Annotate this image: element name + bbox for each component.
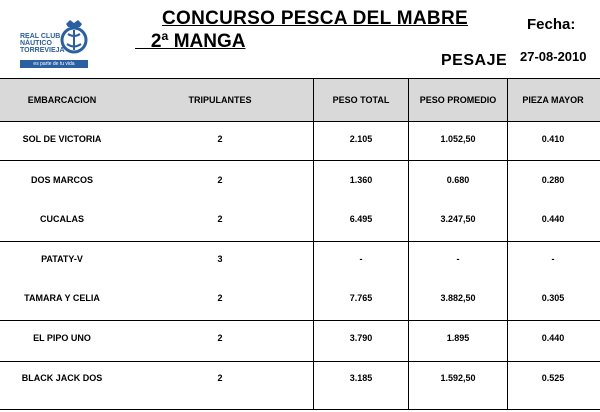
club-name bbox=[20, 33, 65, 54]
table-row bbox=[0, 134, 600, 148]
cell-largest-piece: 0.440 bbox=[541, 333, 565, 343]
cell-crew: 3 bbox=[217, 254, 223, 264]
date-label: Fecha: bbox=[527, 16, 576, 33]
cell-crew: 2 bbox=[217, 214, 223, 224]
cell-average-weight: - bbox=[456, 254, 460, 264]
column-divider bbox=[313, 78, 314, 409]
column-divider bbox=[507, 78, 508, 409]
table-top-border bbox=[0, 78, 600, 79]
table-row bbox=[0, 175, 600, 189]
date-value: 27-08-2010 bbox=[520, 49, 587, 64]
cell-largest-piece: 0.410 bbox=[541, 134, 565, 144]
cell-largest-piece: 0.305 bbox=[541, 293, 565, 303]
club-tagline: es parte de tu vida bbox=[20, 60, 88, 68]
club-name-line1: REAL CLUB bbox=[20, 33, 61, 40]
row-divider bbox=[0, 361, 600, 362]
cell-total-weight: 2.105 bbox=[349, 134, 373, 144]
cell-largest-piece: - bbox=[551, 254, 555, 264]
club-logo bbox=[10, 8, 92, 67]
club-name-line2: NÁUTICO bbox=[20, 40, 52, 47]
header-boat: EMBARCACION bbox=[27, 95, 97, 105]
header-crew: TRIPULANTES bbox=[188, 95, 252, 105]
cell-largest-piece: 0.440 bbox=[541, 214, 565, 224]
row-divider bbox=[0, 241, 600, 242]
row-divider bbox=[0, 320, 600, 321]
cell-boat: DOS MARCOS bbox=[30, 175, 93, 185]
cell-total-weight: - bbox=[359, 254, 363, 264]
column-divider bbox=[408, 78, 409, 409]
page-subtitle: 2ª MANGA bbox=[135, 31, 246, 52]
cell-total-weight: 3.185 bbox=[349, 373, 373, 383]
cell-boat: PATATY-V bbox=[41, 254, 83, 264]
row-divider bbox=[0, 160, 600, 161]
page-title: CONCURSO PESCA DEL MABRE bbox=[162, 8, 468, 29]
header-largest-piece: PIEZA MAYOR bbox=[522, 95, 584, 105]
cell-total-weight: 6.495 bbox=[349, 214, 373, 224]
cell-total-weight: 3.790 bbox=[349, 333, 373, 343]
cell-crew: 2 bbox=[217, 134, 223, 144]
cell-average-weight: 3.247,50 bbox=[440, 214, 476, 224]
table-header-border bbox=[0, 121, 600, 122]
table-row bbox=[0, 254, 600, 268]
cell-boat: TAMARA Y CELIA bbox=[24, 293, 100, 303]
table-bottom-border bbox=[0, 409, 600, 410]
cell-boat: SOL DE VICTORIA bbox=[22, 134, 102, 144]
cell-total-weight: 1.360 bbox=[349, 175, 373, 185]
cell-crew: 2 bbox=[217, 175, 223, 185]
club-name-line3: TORREVIEJA bbox=[20, 47, 65, 54]
cell-largest-piece: 0.525 bbox=[541, 373, 565, 383]
results-table bbox=[0, 78, 600, 409]
weighing-label: PESAJE bbox=[441, 52, 508, 69]
cell-average-weight: 3.882,50 bbox=[440, 293, 476, 303]
cell-boat: CUCALAS bbox=[40, 214, 84, 224]
table-row bbox=[0, 373, 600, 387]
cell-average-weight: 1.895 bbox=[446, 333, 470, 343]
cell-average-weight: 1.052,50 bbox=[440, 134, 476, 144]
cell-crew: 2 bbox=[217, 293, 223, 303]
cell-total-weight: 7.765 bbox=[349, 293, 373, 303]
cell-crew: 2 bbox=[217, 373, 223, 383]
cell-boat: BLACK JACK DOS bbox=[21, 373, 103, 383]
cell-boat: EL PIPO UNO bbox=[33, 333, 91, 343]
table-row bbox=[0, 333, 600, 347]
cell-largest-piece: 0.280 bbox=[541, 175, 565, 185]
cell-average-weight: 0.680 bbox=[446, 175, 470, 185]
table-row bbox=[0, 214, 600, 228]
table-row bbox=[0, 293, 600, 307]
header-average-weight: PESO PROMEDIO bbox=[419, 95, 497, 105]
header-total-weight: PESO TOTAL bbox=[332, 95, 390, 105]
cell-average-weight: 1.592,50 bbox=[440, 373, 476, 383]
cell-crew: 2 bbox=[217, 333, 223, 343]
